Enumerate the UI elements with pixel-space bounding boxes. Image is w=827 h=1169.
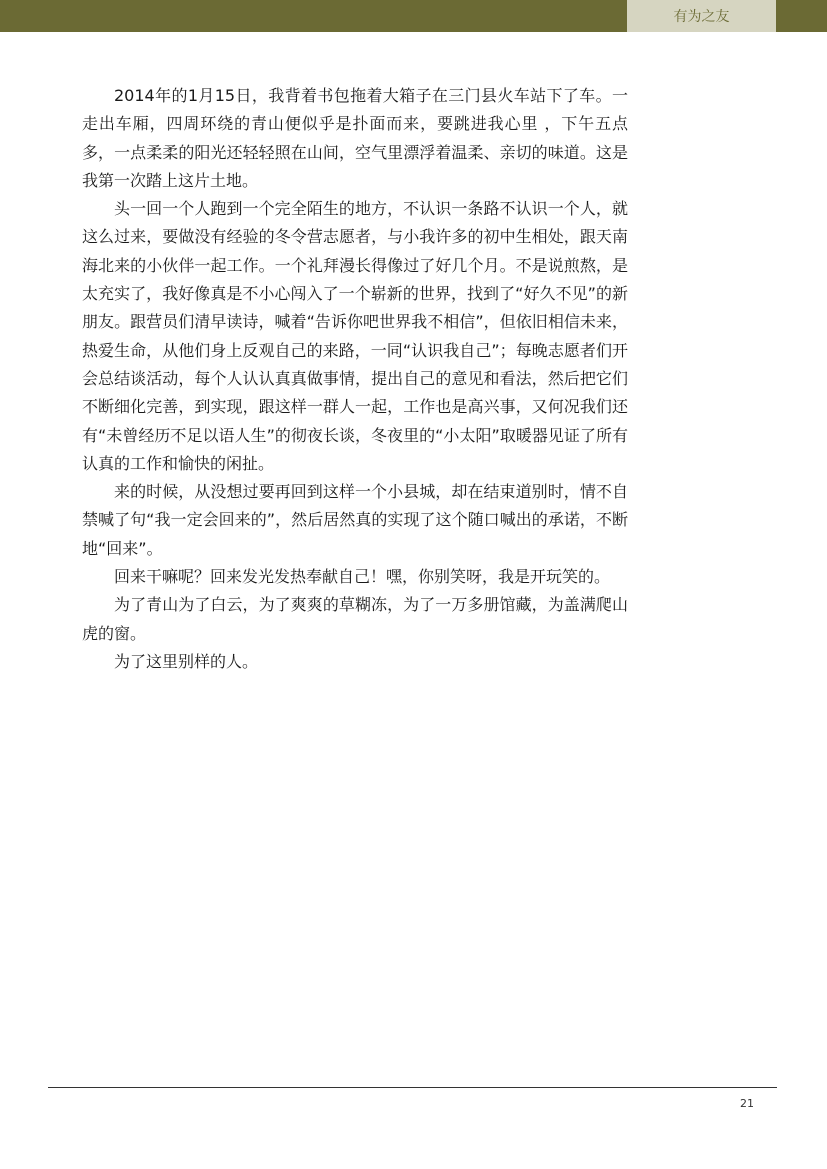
- paragraph: 来的时候，从没想过要再回到这样一个小县城，却在结束道别时，情不自禁喊了句“我一定会回来的”，然后居然真的实现了这个随口喊出的承诺，不断地“回来”。: [82, 482, 628, 558]
- paragraph: 为了这里别样的人。: [114, 651, 259, 671]
- paragraph: 2014年的1月15日，我背着书包拖着大箱子在三门县火车站下了车。一走出车厢，四周环绕的青山便似乎是扑面而来，要跳进我心里 ，下午五点多，一点柔柔的阳光还轻轻照在山间，空气里漂浮着温柔、亲切的味道。这是我第一次踏上这片土地。: [82, 86, 628, 190]
- paragraph: 头一回一个人跑到一个完全陌生的地方，不认识一条路不认识一个人，就这么过来，要做没有经验的冬令营志愿者，与小我许多的初中生相处，跟天南海北来的小伙伴一起工作。一个礼拜漫长得像过了好几个月。不是说煎熬，是太充实了，我好像真是不小心闯入了一个崭新的世界，找到了“好久不见”的新朋友。跟营员们清早读诗，喊着“告诉你吧世界我不相信”，但依旧相信未来，热爱生命，从他们身上反观自己的来路，一同“认识我自己”；每晚志愿者们开会总结谈活动，每个人认认真真做事情，提出自己的意见和看法，然后把它们不断细化完善，到实现，跟这样一群人一起，工作也是高兴事，又何况我们还有“未曾经历不足以语人生”的彻夜长谈，冬夜里的“小太阳”取暖器见证了所有认真的工作和愉快的闲扯。: [82, 199, 628, 473]
- paragraph: 为了青山为了白云，为了爽爽的草糊冻，为了一万多册馆藏，为盖满爬山虎的窗。: [82, 595, 628, 643]
- paragraph: 回来干嘛呢？回来发光发热奉献自己！嘿，你别笑呀，我是开玩笑的。: [114, 567, 611, 587]
- header-bar: [0, 0, 827, 32]
- header-tab: 有为之友: [627, 0, 776, 32]
- footer-divider: [48, 1087, 777, 1088]
- article-body: [82, 82, 628, 676]
- page-number: 21: [740, 1097, 754, 1110]
